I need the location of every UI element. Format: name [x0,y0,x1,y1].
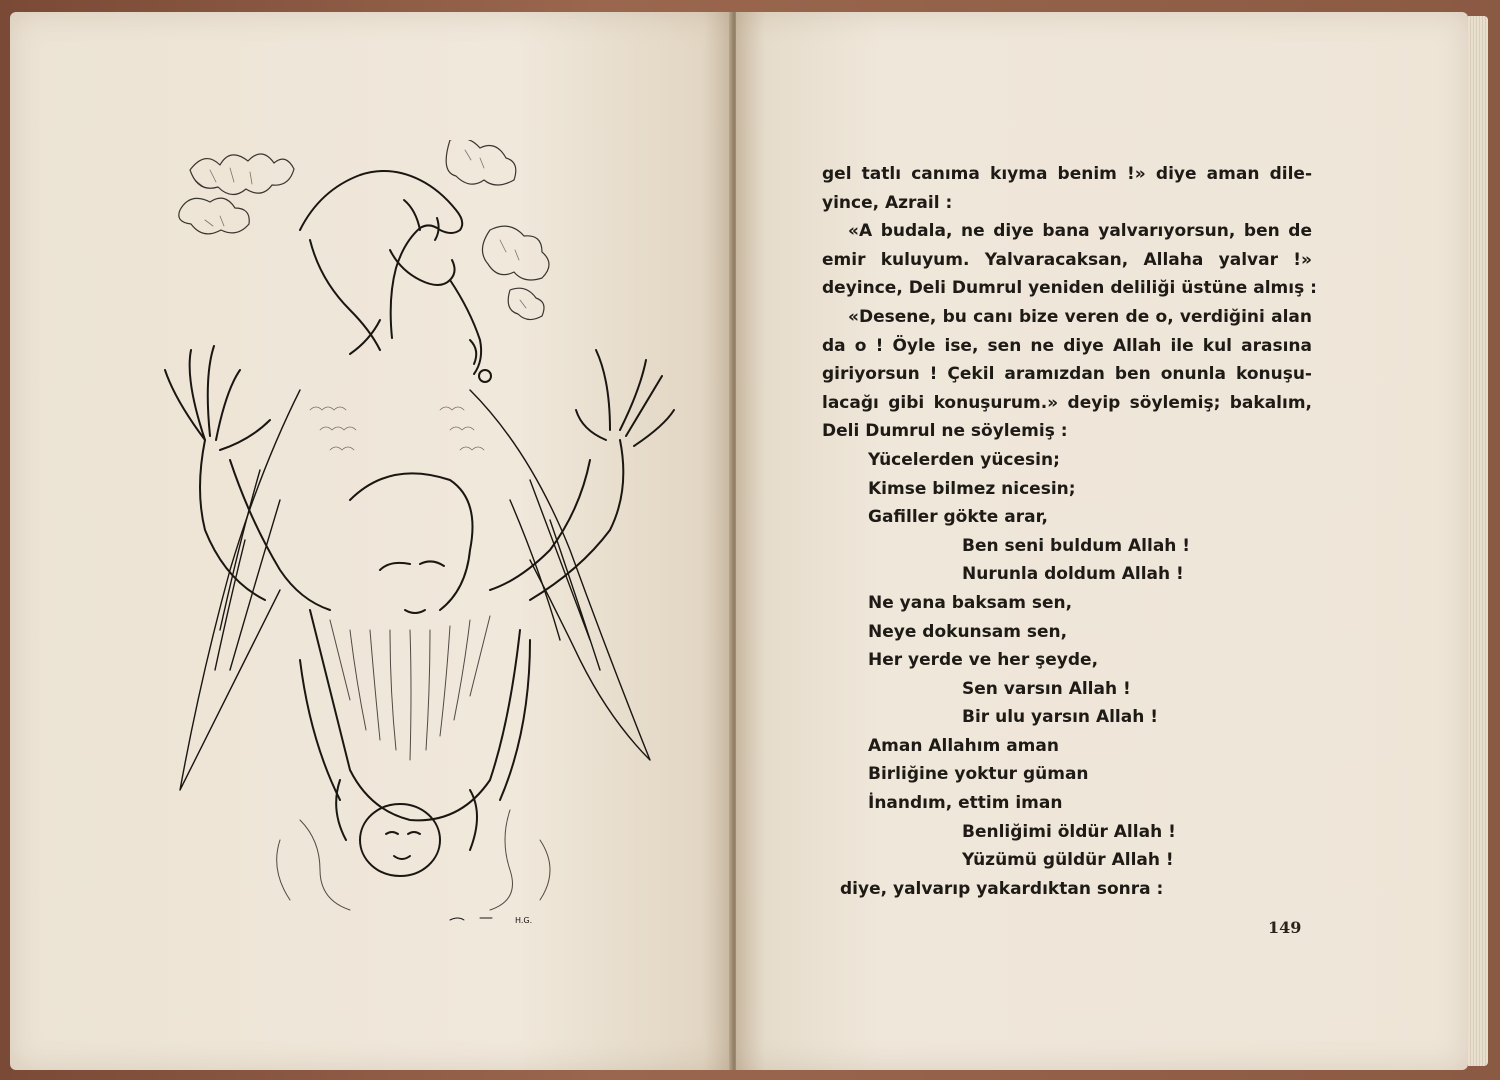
verse-line: Yücelerden yücesin; [868,449,1060,470]
verse-line: Neye dokunsam sen, [868,621,1068,642]
text-line: «Desene, bu canı bize veren de o, verdiğini alan [848,306,1312,327]
signature-marks [450,918,492,920]
text-line: yince, Azrail : [822,192,953,213]
verse-line: Birliğine yoktur güman [868,764,1089,785]
page-number: 149 [1268,918,1302,937]
ink-illustration [150,140,720,940]
bearded-figure [300,473,530,876]
text-line: Deli Dumrul ne söylemiş : [822,421,1068,442]
text-line: lacağı gibi konuşurum.» deyip söylemiş; bakalım, [822,392,1312,413]
closing-line: diye, yalvarıp yakardıktan sonra : [840,878,1164,899]
page-edges [1468,16,1488,1066]
verse-refrain: Nurunla doldum Allah ! [962,564,1184,585]
verse-refrain: Yüzümü güldür Allah ! [962,850,1174,871]
text-line: deyince, Deli Dumrul yeniden deliliği üstüne almış : [822,278,1317,299]
verse-line: Aman Allahım aman [868,735,1059,756]
verse-line: Gafiller gökte arar, [868,507,1048,528]
verse-line: İnandım, ettim iman [868,793,1063,814]
verse-refrain: Sen varsın Allah ! [962,678,1131,699]
verse-line: Her yerde ve her şeyde, [868,650,1099,671]
illustrator-signature: H.G. [515,916,533,925]
text-line: gel tatlı canıma kıyma benim !» diye aman dile- [822,164,1312,184]
smoke-clouds [179,140,549,320]
verse-refrain: Ben seni buldum Allah ! [962,535,1191,556]
wings [180,390,650,790]
horse [300,171,491,382]
text-line: emir kuluyum. Yalvaracaksan, Allaha yalvar !» [822,249,1312,270]
right-page-text [822,160,1317,903]
verse-line: Ne yana baksam sen, [868,592,1073,613]
verse-line: Kimse bilmez nicesin; [868,478,1076,499]
text-line: da o ! Öyle ise, sen ne diye Allah ile kul arasına [822,335,1312,356]
arms [165,346,674,610]
text-line: «A budala, ne diye bana yalvarıyorsun, ben de [848,221,1312,242]
text-line: giriyorsun ! Çekil aramızdan ben onunla konuşu- [822,364,1312,385]
verse-refrain: Benliğimi öldür Allah ! [962,821,1176,842]
verse-refrain: Bir ulu yarsın Allah ! [962,707,1158,728]
